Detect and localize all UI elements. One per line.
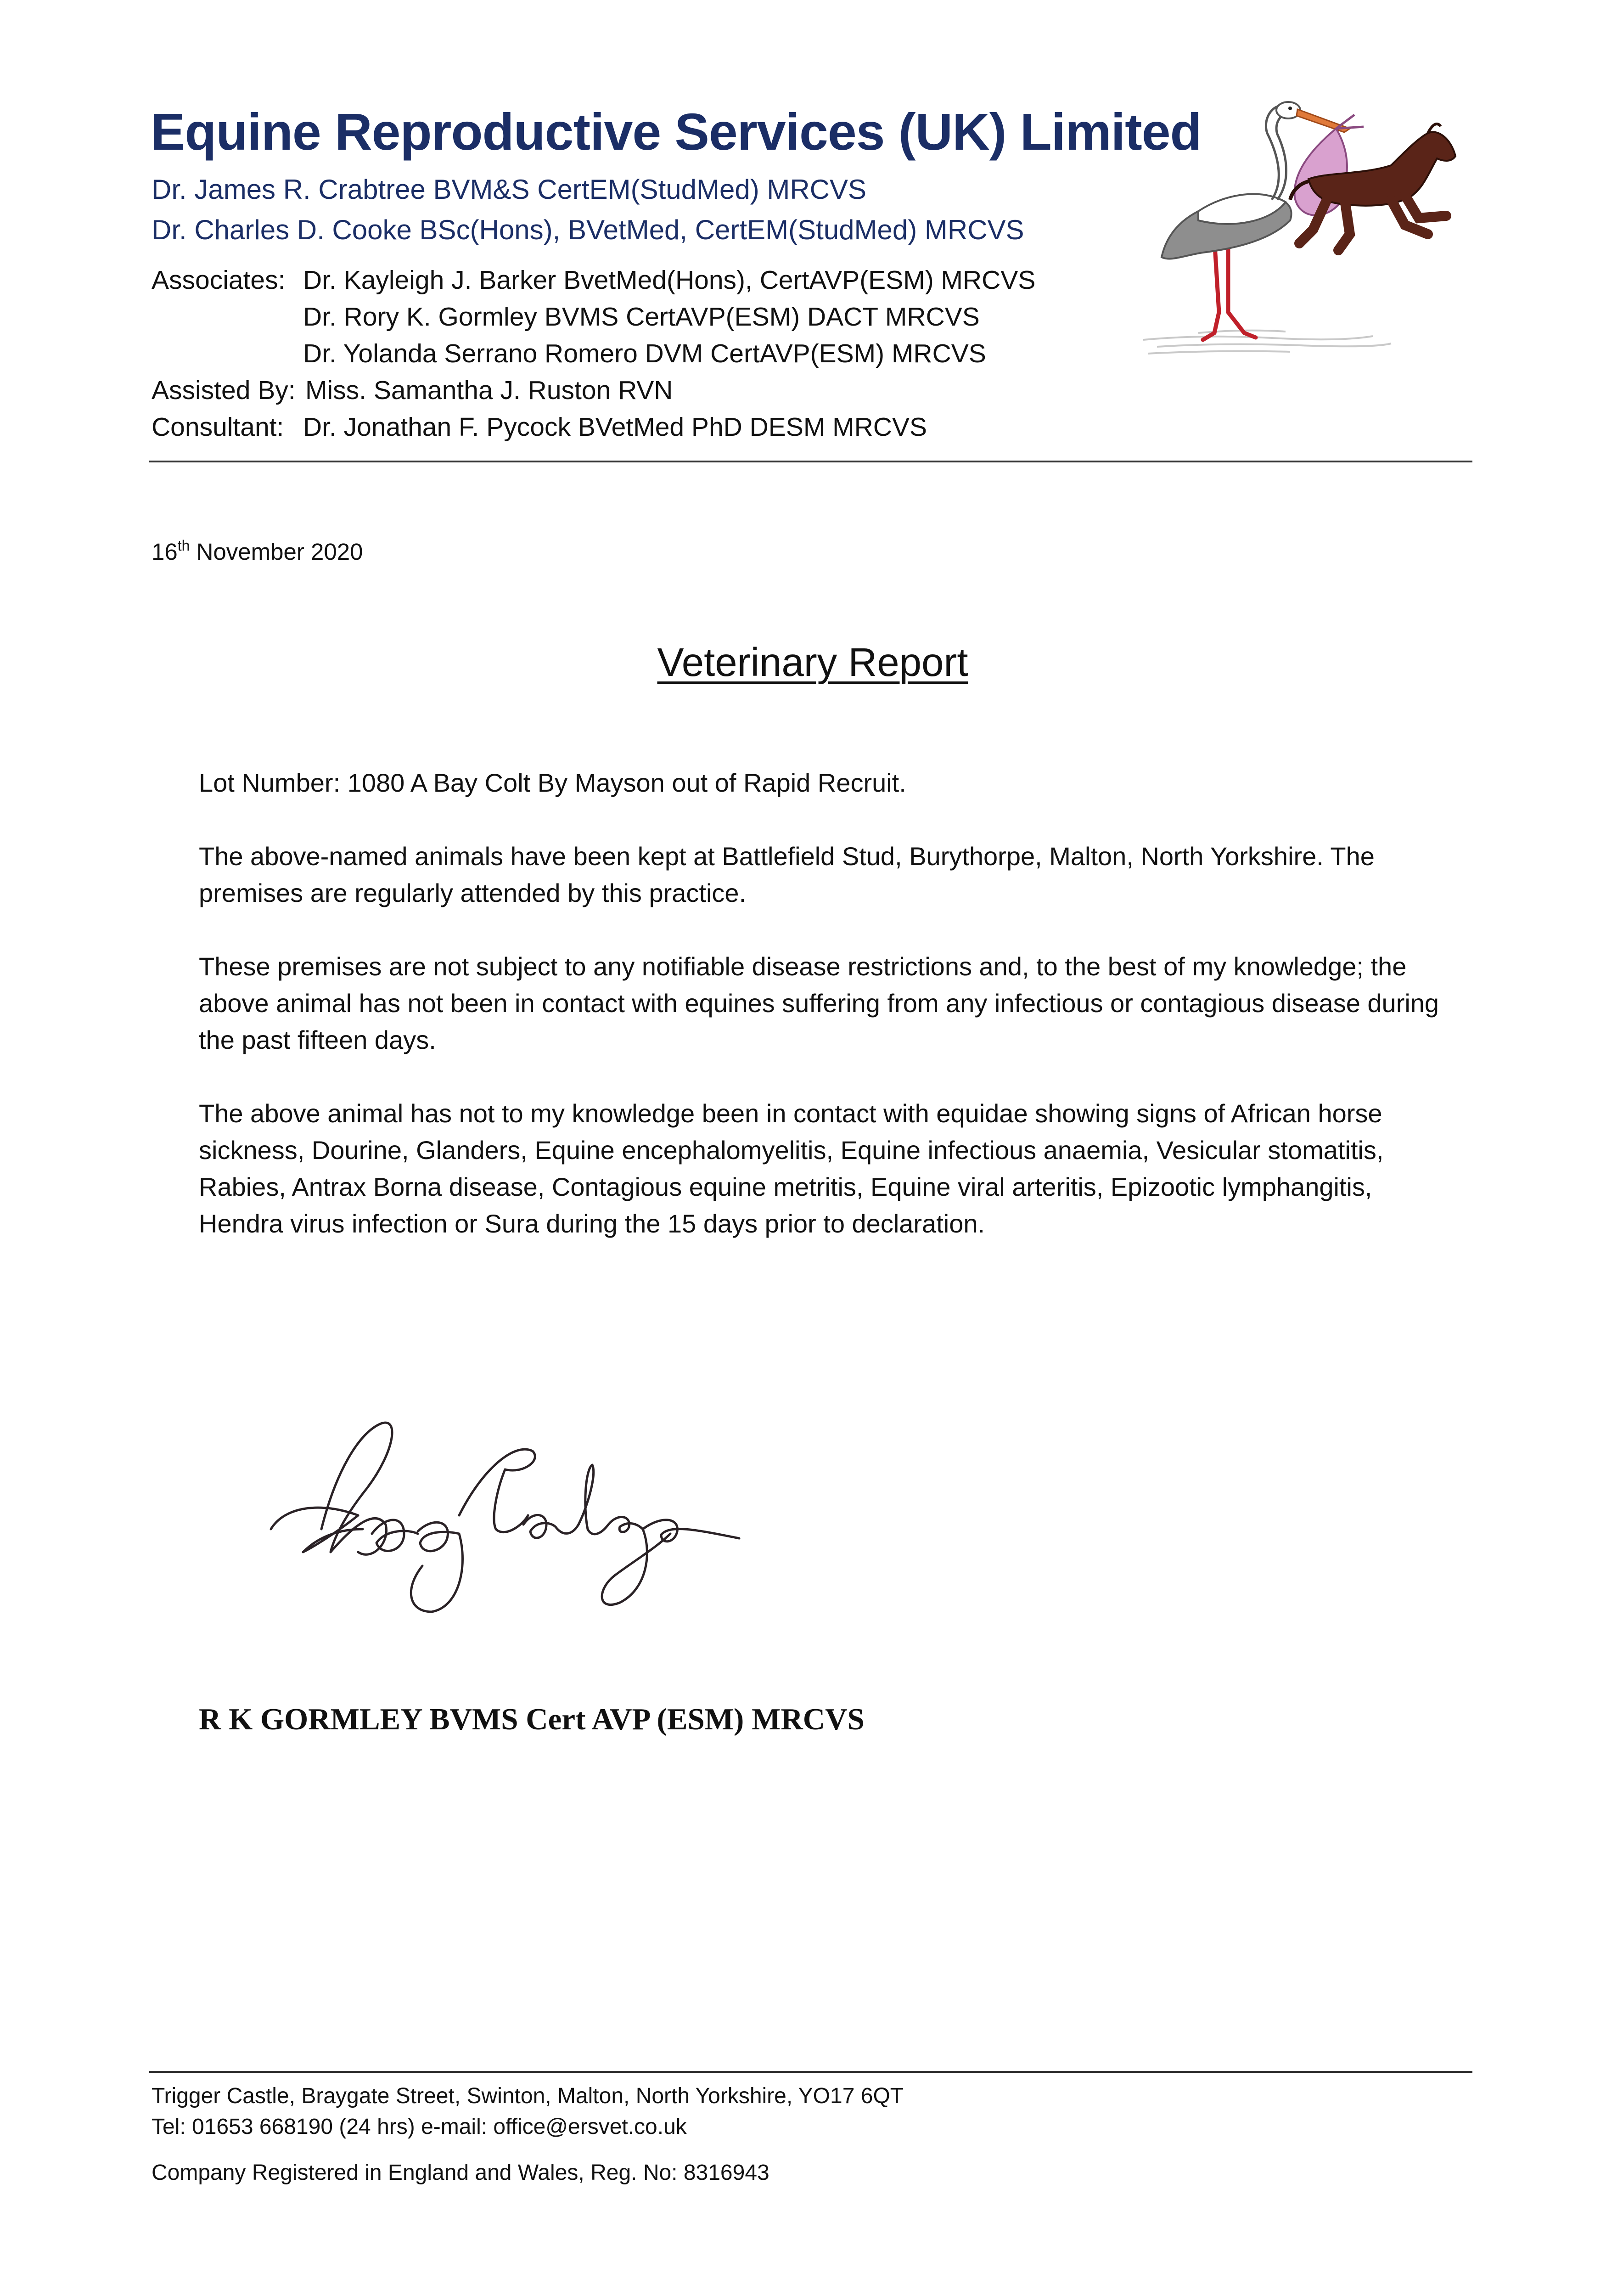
- report-title: Veterinary Report: [657, 640, 968, 685]
- handwritten-signature-icon: [266, 1414, 744, 1626]
- consultant-name: Dr. Jonathan F. Pycock BVetMed PhD DESM MRCVS: [303, 412, 927, 442]
- company-name: Equine Reproductive Services (UK) Limited: [151, 103, 1202, 161]
- stork-carrying-foal-logo-icon: [1134, 83, 1483, 358]
- disease-restrictions-paragraph: These premises are not subject to any notifiable disease restrictions and, to the best of my knowledge; the above animal has not been in contact with equines suffering from any infectious or contagious disease during the past fifteen days.: [199, 952, 1439, 1054]
- associate-2: Dr. Rory K. Gormley BVMS CertAVP(ESM) DACT MRCVS: [303, 302, 980, 332]
- date-month-year: November 2020: [190, 539, 363, 565]
- header-divider: [149, 461, 1472, 462]
- consultant-label: Consultant:: [152, 412, 284, 442]
- report-date: [152, 538, 363, 565]
- associate-1: Dr. Kayleigh J. Barker BvetMed(Hons), CertAVP(ESM) MRCVS: [303, 265, 1036, 295]
- assisted-by-label: Assisted By:: [152, 376, 296, 405]
- date-day: 16: [152, 539, 178, 565]
- footer-divider: [149, 2071, 1472, 2073]
- footer-address: Trigger Castle, Braygate Street, Swinton, Malton, North Yorkshire, YO17 6QT: [152, 2084, 904, 2108]
- associates-label: Associates:: [152, 265, 286, 295]
- premises-paragraph: The above-named animals have been kept at Battlefield Stud, Burythorpe, Malton, North Yorkshire. The premises are regularly attended by this practice.: [199, 842, 1375, 907]
- assistant-name: Miss. Samantha J. Ruston RVN: [305, 376, 673, 405]
- lot-number-paragraph: Lot Number: 1080 A Bay Colt By Mayson out of Rapid Recruit.: [199, 768, 906, 797]
- associate-3: Dr. Yolanda Serrano Romero DVM CertAVP(ESM) MRCVS: [303, 339, 986, 368]
- footer-contact: Tel: 01653 668190 (24 hrs) e-mail: office@ersvet.co.uk: [152, 2115, 687, 2139]
- date-suffix: th: [177, 537, 190, 554]
- signatory-name: R K GORMLEY BVMS Cert AVP (ESM) MRCVS: [199, 1702, 865, 1736]
- disease-contact-paragraph: The above animal has not to my knowledge been in contact with equidae showing signs of African horse sickness, Dourine, Glanders, Equine encephalomyelitis, Equine infectious anaemia, Vesicular stomatitis, Rabies, Antrax Borna disease, Contagious equine metritis, Equine viral arteritis, Epizootic lymphangitis, Hendra virus infection or Sura during the 15 days prior to declaration.: [199, 1099, 1384, 1238]
- footer-registration: Company Registered in England and Wales, Reg. No: 8316943: [152, 2161, 769, 2185]
- principal-vet-2: Dr. Charles D. Cooke BSc(Hons), BVetMed, CertEM(StudMed) MRCVS: [152, 214, 1024, 245]
- principal-vet-1: Dr. James R. Crabtree BVM&S CertEM(StudMed) MRCVS: [152, 174, 867, 205]
